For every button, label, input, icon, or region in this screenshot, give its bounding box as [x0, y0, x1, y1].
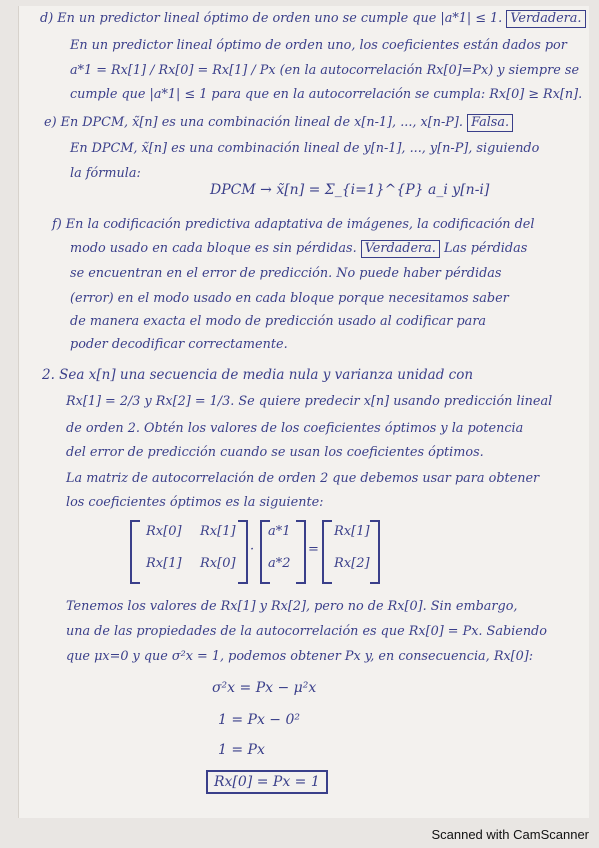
rhs-left-bracket: [322, 520, 332, 584]
matrix-r1c0: Rx[1]: [146, 556, 182, 571]
multiply-dot: ·: [250, 542, 255, 557]
item-e-statement: e) En DPCM, x̃[n] es una combinación lineal de x[n-1], ..., x[n-P]. Falsa.: [44, 114, 513, 132]
item-f-line2: modo usado en cada bloque es sin pérdidas. Verdadera. Las pérdidas: [70, 241, 528, 256]
answer-box-d: Verdadera.: [506, 10, 585, 28]
item-d-line3: a*1 = Rx[1] / Rx[0] = Rx[1] / Px (en la autocorrelación Rx[0]=Px) y siempre se: [70, 63, 580, 78]
matrix-right-bracket: [238, 520, 248, 584]
answer-box-f: Verdadera.: [361, 240, 440, 258]
item-f-statement: f) En la codificación predictiva adaptativa de imágenes, la codificación del: [52, 217, 535, 232]
answer-line1: Tenemos los valores de Rx[1] y Rx[2], pero no de Rx[0]. Sin embargo,: [66, 599, 518, 614]
dpcm-formula: DPCM → x̃[n] = Σ_{i=1}^{P} a_i y[n-i]: [210, 182, 490, 198]
item-f-line5: de manera exacta el modo de predicción usado al codificar para: [70, 314, 487, 329]
equals-sign: =: [308, 542, 319, 557]
question-2-line2: Rx[1] = 2/3 y Rx[2] = 1/3. Se quiere predecir x[n] usando predicción lineal: [66, 394, 553, 409]
equation-result: 1 = Px: [218, 742, 265, 758]
matrix-left-bracket: [130, 520, 140, 584]
item-d-line4: cumple que |a*1| ≤ 1 para que en la autocorrelación se cumpla: Rx[0] ≥ Rx[n].: [70, 87, 583, 102]
question-2-line1: 2. Sea x[n] una secuencia de media nula y varianza unidad con: [42, 367, 474, 383]
item-e-line3: la fórmula:: [70, 166, 141, 181]
vector-a2: a*2: [268, 556, 291, 571]
answer-line3: que μx=0 y que σ²x = 1, podemos obtener Px y, en consecuencia, Rx[0]:: [66, 649, 534, 664]
item-d-line2: En un predictor lineal óptimo de orden uno, los coeficientes están dados por: [70, 38, 567, 53]
rhs-r1: Rx[1]: [334, 524, 370, 539]
item-f-line4: (error) en el modo usado en cada bloque porque necesitamos saber: [70, 291, 509, 306]
item-f-line6: poder decodificar correctamente.: [70, 337, 288, 352]
question-2-line5: La matriz de autocorrelación de orden 2 que debemos usar para obtener: [66, 471, 540, 486]
rhs-right-bracket: [370, 520, 380, 584]
item-e-line2: En DPCM, x̃[n] es una combinación lineal de y[n-1], ..., y[n-P], siguiendo: [70, 141, 540, 156]
equation-variance: σ²x = Px − μ²x: [212, 680, 317, 696]
matrix-r0c1: Rx[1]: [200, 524, 236, 539]
question-2-line3: de orden 2. Obtén los valores de los coeficientes óptimos y la potencia: [66, 421, 524, 436]
matrix-r0c0: Rx[0]: [146, 524, 182, 539]
camscanner-watermark: Scanned with CamScanner: [431, 827, 589, 842]
final-result-box: Rx[0] = Px = 1: [206, 770, 328, 794]
vector-a1: a*1: [268, 524, 291, 539]
question-2-line6: los coeficientes óptimos es la siguiente:: [66, 495, 324, 510]
item-d-statement: d) En un predictor lineal óptimo de orden uno se cumple que |a*1| ≤ 1. Verdadera.: [40, 10, 586, 28]
item-f-line3: se encuentran en el error de predicción. No puede haber pérdidas: [70, 266, 502, 281]
matrix-r1c1: Rx[0]: [200, 556, 236, 571]
answer-box-e: Falsa.: [467, 114, 513, 132]
vector-right-bracket: [296, 520, 306, 584]
rhs-r2: Rx[2]: [334, 556, 370, 571]
equation-substitution: 1 = Px − 0²: [218, 712, 301, 728]
question-2-line4: del error de predicción cuando se usan los coeficientes óptimos.: [66, 445, 484, 460]
answer-line2: una de las propiedades de la autocorrelación es que Rx[0] = Px. Sabiendo: [66, 624, 547, 639]
